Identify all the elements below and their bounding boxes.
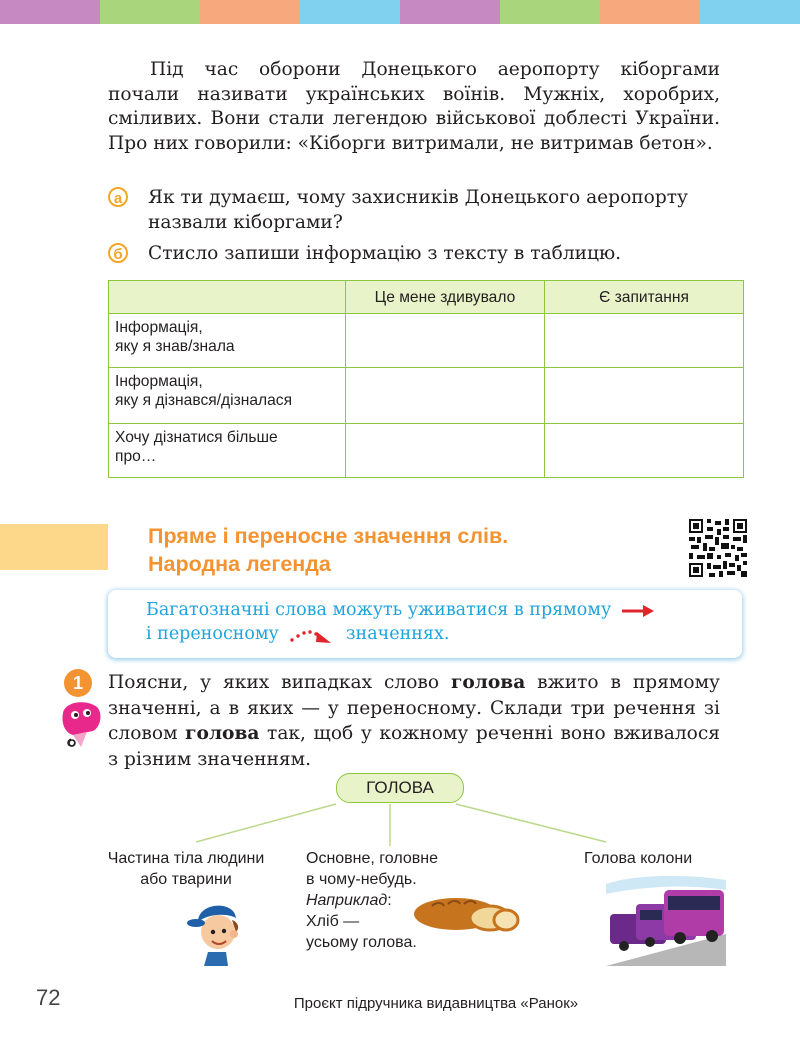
task-b: [108, 242, 720, 267]
middle-line1: Основне, головне: [306, 850, 438, 867]
color-segment: [0, 0, 100, 24]
footer-text: Проєкт підручника видавництва «Ранок»: [293, 995, 579, 1012]
table-cell[interactable]: [346, 368, 545, 424]
table-row-label: Інформація, яку я знав/знала: [109, 314, 346, 368]
table-row: [109, 368, 744, 424]
table-row: [109, 424, 744, 478]
intro-text: Під час оборони Донецького аеропорту кіборгами почали називати українських воїнів. Мужніх, хоробрих, сміливих. Вони стали легендою військової доблесті України. Про них говорили: «Кіборги витримали, не витримав бетон».: [108, 59, 720, 154]
rule-box: [108, 590, 742, 658]
table-cell[interactable]: [545, 314, 744, 368]
boy-head-icon: [186, 892, 246, 966]
table-cell[interactable]: [545, 368, 744, 424]
task-a-text: Як ти думаєш, чому захисників Донецького аеропорту назвали кіборгами?: [148, 187, 688, 233]
color-segment: [200, 0, 300, 24]
task-1-keyword: голова: [451, 672, 526, 693]
task-1-keyword: голова: [185, 723, 260, 744]
straight-arrow-icon: [621, 604, 655, 618]
intro-paragraph: [108, 58, 720, 156]
rule-line2-a: і переносному: [146, 624, 279, 644]
color-segment: [300, 0, 400, 24]
table-cell[interactable]: [346, 424, 545, 478]
rule-line1: Багатозначні слова можуть уживатися в прямому: [146, 600, 612, 620]
table-cell[interactable]: [545, 424, 744, 478]
task-a: [108, 186, 720, 235]
table-row-label: Інформація, яку я дізнався/дізналася: [109, 368, 346, 424]
rule-line2-row: [146, 622, 742, 646]
task-1-part2: вжито в прямому значенні, а в яких — у переносному. Склади три речення зі словом: [108, 672, 720, 744]
table-header-surprised: Це мене здивувало: [346, 281, 545, 314]
bread-loaf-icon: [412, 888, 520, 934]
color-segment: [700, 0, 800, 24]
section-title-line2: Народна легенда: [148, 552, 331, 576]
dotted-curved-arrow-icon: [288, 624, 336, 646]
table-row: [109, 314, 744, 368]
middle-example-line1: Хліб —: [306, 913, 360, 930]
bus-column-icon: [606, 874, 726, 966]
section-title-line1: Пряме і переносне значення слів.: [148, 524, 509, 548]
task-a-marker: а: [108, 187, 128, 207]
middle-line2: в чому-небудь.: [306, 871, 417, 888]
middle-example-colon: :: [387, 892, 392, 909]
color-segment: [600, 0, 700, 24]
table-header-empty: [109, 281, 346, 314]
diagram-meaning-left: Частина тіла людини або тварини: [107, 850, 265, 888]
table-cell[interactable]: [346, 314, 545, 368]
rule-line2-b: значеннях.: [346, 624, 450, 644]
color-segment: [500, 0, 600, 24]
task-b-text: Стисло запиши інформацію з тексту в таблицю.: [148, 243, 622, 264]
section-title: [148, 522, 508, 578]
info-table: [108, 280, 744, 478]
qr-code-icon[interactable]: [689, 519, 747, 577]
color-segment: [400, 0, 500, 24]
task-1-text: [108, 670, 720, 772]
task-1-part3: так, щоб у кожному реченні воно вживалося з різним значенням.: [108, 723, 720, 770]
diagram-meaning-right: Голова колони: [584, 850, 693, 867]
color-segment: [100, 0, 200, 24]
section-accent-bar: [0, 524, 108, 570]
pencil-mascot-icon: [57, 699, 105, 749]
page-number: 72: [36, 985, 61, 1010]
task-number-badge: 1: [64, 669, 92, 697]
diagram-center-word: ГОЛОВА: [336, 773, 464, 803]
table-row-label: Хочу дізнатися більше про…: [109, 424, 346, 478]
task-b-marker: б: [108, 243, 128, 263]
middle-example-line2: усьому голова.: [306, 934, 417, 951]
task-1-part1: Поясни, у яких випадках слово: [108, 672, 451, 693]
table-header-questions: Є запитання: [545, 281, 744, 314]
table-header-row: [109, 281, 744, 314]
rule-line1-row: [146, 598, 742, 622]
top-color-bar: [0, 0, 800, 24]
middle-example-label: Наприклад: [306, 892, 388, 909]
